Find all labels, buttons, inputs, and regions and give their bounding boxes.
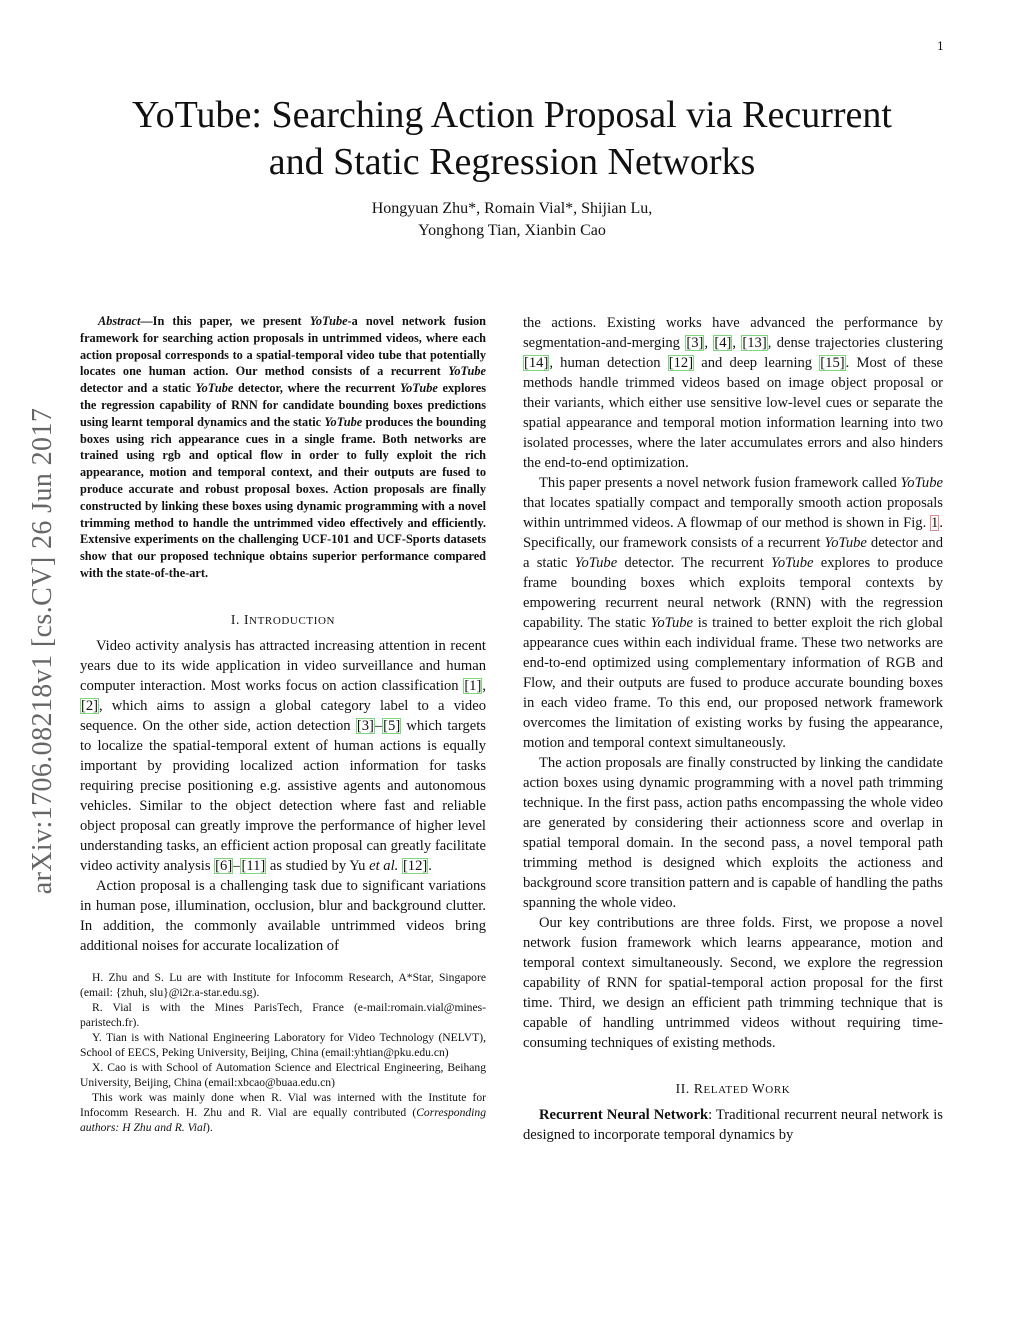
author-list (80, 198, 944, 242)
text-emph: YoTube (824, 535, 867, 551)
text-emph: Corresponding authors: H Zhu and R. Vial (80, 1105, 486, 1134)
text: – (374, 717, 383, 734)
citation-link[interactable]: [5] (383, 717, 401, 734)
abstract-text: In this paper, we present (152, 314, 310, 328)
citation-link[interactable]: [4] (714, 335, 732, 351)
citation-link[interactable]: [2] (81, 697, 99, 714)
abstract-emph: YoTube (309, 314, 348, 328)
heading-initial: R (693, 1081, 704, 1096)
intro-paragraph-2: Action proposal is a challenging task due to significant variations in human pose, illumination, occlusion, blur and background clutter. In addition, the commonly available untrimmed videos bring additional noises for accurate localization of (80, 877, 486, 954)
abstract (80, 313, 486, 582)
heading-rest: NTRODUCTION (249, 614, 336, 627)
text: . Specifically, our framework consists of a recurrent (523, 515, 943, 551)
text-emph: et al. (369, 857, 399, 874)
text-emph: YoTube (900, 475, 943, 491)
footnote-4: X. Cao is with School of Automation Science and Electrical Engineering, Beihang University, Beijing, China (email:xbcao@buaa.edu.cn) (80, 1060, 486, 1089)
text-emph: YoTube (650, 615, 694, 631)
text: and deep learning (694, 355, 820, 371)
footnote-5 (80, 1090, 486, 1135)
text: . (428, 857, 432, 874)
abstract-emph: YoTube (195, 381, 234, 396)
citation-link[interactable]: [3] (686, 335, 704, 351)
abstract-emph: YoTube (400, 381, 438, 396)
abstract-emph: YoTube (448, 364, 486, 379)
left-column (80, 313, 486, 1135)
abstract-text: detector, where the recurrent (233, 381, 401, 396)
authors-line-1: Hongyuan Zhu*, Romain Vial*, Shijian Lu, (371, 200, 653, 217)
text: ). (206, 1120, 213, 1134)
text: , (482, 677, 486, 694)
heading-initial: W (751, 1081, 766, 1096)
citation-link[interactable]: [6] (215, 857, 233, 874)
right-paragraph-1 (523, 313, 943, 473)
text: : Traditional recurrent neural network is designed to incorporate temporal dynamics by (523, 1107, 943, 1143)
text: is trained to better exploit the rich global appearance cues within each individual frame. These two networks are end-to-end optimized using complementary information of RGB and Flow, and their outputs are fused to produce accurate bounding boxes in each video frame. To this end, our proposed network framework overcomes the limitation of existing works by fusing the appearance, motion and temporal context simultaneously. (523, 615, 943, 751)
figure-link[interactable]: 1 (931, 515, 939, 531)
abstract-text: -a novel network fusion framework for searching action proposals in untrimmed videos, where each action proposal corresponds to a spatial-temporal video tube that potentially locates one human action. Our method consists of a recurrent (80, 314, 486, 379)
title-line-2: and Static Regression Networks (268, 141, 756, 183)
text: explores to produce frame bounding boxes which exploits temporal contexts by empowering recurrent neural network (RNN) with the regression capability. The static (523, 555, 943, 631)
paper-title (80, 92, 944, 186)
text: detector and a static (523, 535, 943, 571)
abstract-emph: YoTube (324, 414, 363, 429)
text: the actions. Existing works have advanced the performance by segmentation-and-merging (523, 315, 943, 351)
right-column (523, 313, 943, 1145)
citation-link[interactable]: [12] (668, 355, 694, 371)
right-paragraph-2 (523, 473, 943, 753)
text: , human detection (549, 355, 668, 371)
citation-link[interactable]: [3] (356, 717, 374, 734)
text-emph: YoTube (574, 555, 618, 571)
footnote-2: R. Vial is with the Mines ParisTech, France (e-mail:romain.vial@mines-paristech.fr). (80, 1000, 486, 1029)
abstract-text: explores the regression capability of RNN for candidate bounding boxes predictions using learnt temporal dynamics and the static (80, 381, 486, 429)
authors-line-2: Yonghong Tian, Xianbin Cao (418, 222, 606, 239)
arxiv-stamp-text: arXiv:1706.08218v1 [cs.CV] 26 Jun 2017 (27, 407, 58, 895)
text: , (704, 335, 714, 351)
text: – (233, 857, 241, 874)
citation-link[interactable]: [14] (524, 355, 549, 371)
text: as studied by Yu (266, 857, 370, 874)
text: which targets to localize the spatial-temporal extent of human actions is equally important by providing localized action information for tasks requiring precise positioning e.g. assistive agents and autonomous vehicles. Similar to the object detection where fast and reliable object proposal can greatly improve the performance of higher level understanding tasks, an efficient action proposal can greatly facilitate video activity analysis (80, 717, 486, 874)
heading-rest: ELATED (703, 1084, 752, 1096)
heading-number: I. (230, 611, 244, 627)
intro-paragraph-1 (80, 636, 486, 876)
abstract-dash: — (140, 314, 153, 328)
heading-number: II. (675, 1081, 694, 1096)
text: This work was mainly done when R. Vial was interned with the Institute for Infocomm Research. H. Zhu and R. Vial are equally contributed ( (80, 1090, 486, 1119)
footnote-3: Y. Tian is with National Engineering Laboratory for Video Technology (NELVT), School of EECS, Peking University, Beijing, China (email:yhtian@pku.edu.cn) (80, 1030, 486, 1059)
right-paragraph-5 (523, 1105, 943, 1145)
run-in-heading: Recurrent Neural Network (539, 1107, 709, 1123)
text: . Most of these methods handle trimmed videos based on image object proposal or their variants, which either use sensitive low-level cues or separate the spatial appearance and temporal motion information learning into two isolated processes, where the later accumulates errors and also hinders the end-to-end optimization. (523, 355, 943, 471)
citation-link[interactable]: [15] (820, 355, 845, 371)
citation-link[interactable]: [12] (402, 857, 428, 874)
citation-link[interactable]: [1] (464, 677, 482, 694)
heading-rest: ORK (765, 1084, 791, 1096)
text: , which aims to assign a global category label to a video sequence. On the other side, action detection (80, 697, 486, 734)
right-paragraph-3: The action proposals are finally constructed by linking the candidate action boxes using dynamic programming with a novel path trimming technique. In the first pass, action paths encompassing the whole video are generated by considering their actionness score and overlap in spatial temporal domain. In the second pass, a novel temporal path trimming method is designed which exploits the actioness and background score transition pattern and is capable of handling the paths spanning the whole video. (523, 755, 943, 911)
footnote-1: H. Zhu and S. Lu are with Institute for Infocomm Research, A*Star, Singapore (email: {zhuh, slu}@i2r.a-star.edu.sg). (80, 970, 486, 999)
text: , dense trajectories clustering (767, 335, 944, 351)
citation-link[interactable]: [11] (241, 857, 266, 874)
text: Video activity analysis has attracted increasing attention in recent years due to its wide application in video surveillance and human computer interaction. Most works focus on action classification (80, 637, 486, 694)
abstract-text: detector and a static (80, 381, 196, 396)
section-heading-introduction (80, 612, 486, 628)
text: that locates spatially compact and temporally smooth action proposals within untrimmed videos. A flowmap of our method is shown in Fig. (523, 495, 943, 531)
section-heading-related-work (523, 1081, 943, 1097)
text-emph: YoTube (771, 555, 814, 571)
text: , (732, 335, 742, 351)
abstract-text: produces the bounding boxes using rich appearance cues in a single frame. Both networks are trained using rgb and optical flow in order to fully exploit the rich appearance, motion and temporal context, and their outputs are fused to produce accurate and robust proposal boxes. Action proposals are finally constructed by linking these boxes using dynamic programming with a novel trimming method to handle the untrimmed video effectively and efficiently. Extensive experiments on the challenging UCF-101 and UCF-Sports datasets show that our proposed technique obtains superior performance compared with the state-of-the-art. (80, 414, 486, 580)
page-number: 1 (937, 40, 944, 53)
right-paragraph-4: Our key contributions are three folds. First, we propose a novel network fusion framework which learns appearance, motion and temporal context simultaneously. Second, we explore the regression capability of RNN for spatial-temporal action proposal for the first time. Third, we design an efficient path trimming technique that is capable of handling untrimmed videos without requiring time-consuming techniques of existing methods. (523, 915, 943, 1051)
title-line-1: YoTube: Searching Action Proposal via Recurrent (132, 94, 892, 136)
arxiv-stamp (28, 355, 58, 947)
abstract-label: Abstract (98, 314, 141, 328)
text: This paper presents a novel network fusion framework called (539, 475, 901, 491)
text: detector. The recurrent (617, 555, 772, 571)
footnotes (80, 970, 486, 1135)
heading-initial: I (243, 611, 250, 627)
citation-link[interactable]: [13] (742, 335, 767, 351)
